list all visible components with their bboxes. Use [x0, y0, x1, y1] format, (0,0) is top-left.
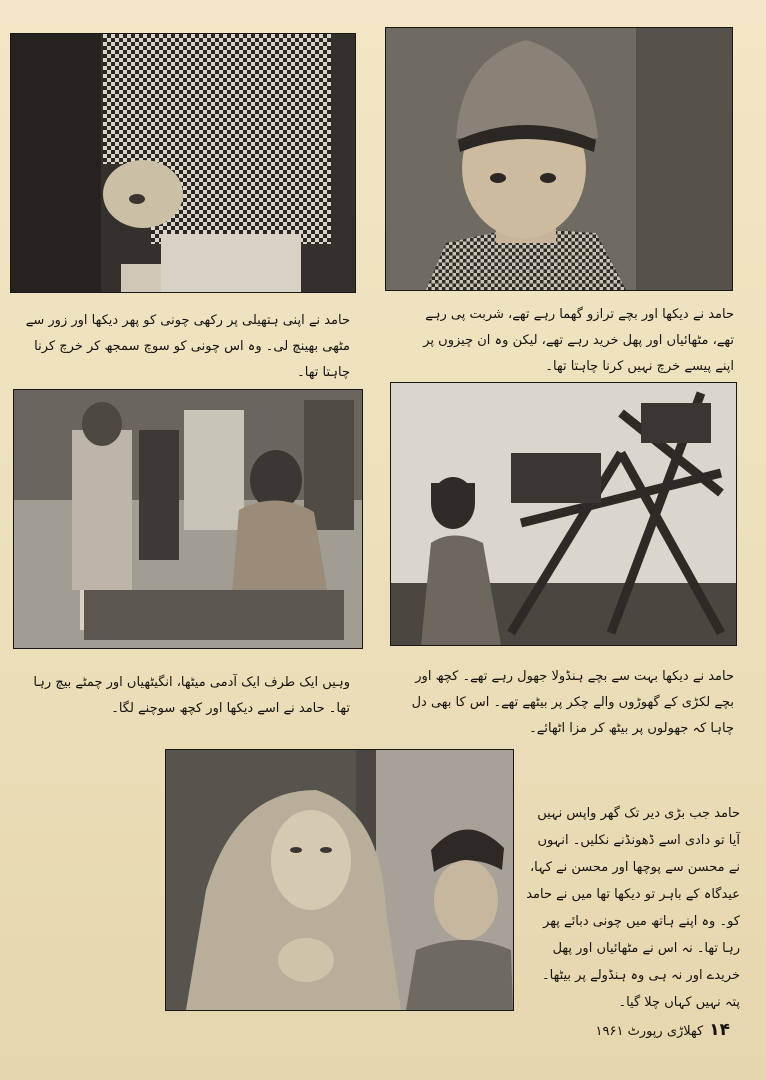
caption-boy-looking-at-market: حامد نے دیکھا اور بچے ترازو گھما رہے تھے، شربت پی رہے تھے، مٹھائیاں اور پھل خرید رہے تھے، لیکن وہ ان چیزوں پر اپنے پیسے خرچ نہیں کرنا چاہتا تھا۔	[423, 307, 734, 374]
caption-hand-with-coin: حامد نے اپنی ہتھیلی پر رکھی چونی کو پھر دیکھا اور زور سے مٹھی بھینچ لی۔ وہ اس چونی کو سوچ سمجھ کر خرچ کرنا چاہتا تھا۔	[25, 313, 350, 380]
photo-fair-vendor	[13, 389, 363, 649]
photo-boy-portrait	[385, 27, 733, 291]
caption-swings: حامد نے دیکھا بہت سے بچے ہنڈولا جھول رہے تھے۔ کچھ اور بچے لکڑی کے گھوڑوں والے چکر پر بیٹھے تھے۔ اس کا بھی دل چاہا کہ جھولوں پر بیٹھ کر مزا اٹھائے۔	[411, 669, 734, 736]
photo-ferris-wheel	[390, 382, 737, 646]
page-number: ۱۴	[709, 1020, 730, 1040]
page-footer	[596, 1020, 731, 1040]
caption-grandmother-search: حامد جب بڑی دیر تک گھر واپس نہیں آیا تو دادی اسے ڈھونڈنے نکلیں۔ انہوں نے محسن سے پوچھا اور محسن نے کہا، عیدگاہ کے باہر تو دیکھا تھا میں نے حامد کو۔ وہ اپنے ہاتھ میں چونی دبائے پھر رہا تھا۔ نہ اس نے مٹھائیاں اور پھل خریدے اور نہ ہی وہ ہنڈولے پر بیٹھا۔ پتہ نہیں کہاں چلا گیا۔	[526, 806, 740, 1010]
caption-vendor: وہیں ایک طرف ایک آدمی میٹھا، انگیٹھیاں اور چمٹے بیچ رہا تھا۔ حامد نے اسے دیکھا اور کچھ سوچنے لگا۔	[33, 675, 350, 716]
magazine-name-date: کھلاڑی رپورٹ ۱۹۶۱	[595, 1024, 704, 1039]
photo-grandmother-and-boy	[165, 749, 514, 1011]
photo-hand-with-coin	[10, 33, 356, 293]
